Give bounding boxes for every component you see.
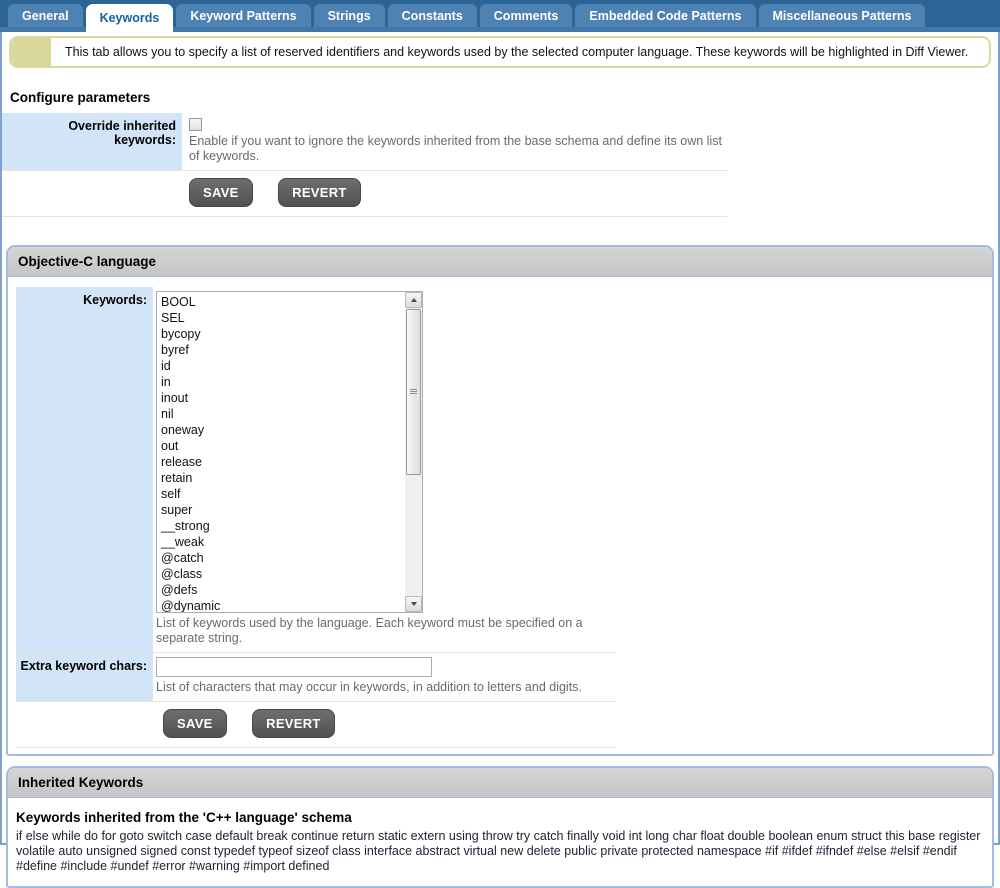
revert-button-configure[interactable]: REVERT <box>278 178 361 207</box>
keyword-item[interactable]: __weak <box>161 535 205 550</box>
scroll-up-button[interactable] <box>405 292 422 308</box>
override-inherited-help: Enable if you want to ignore the keywords inherited from the base schema and define its own list of keywords. <box>189 134 722 164</box>
tab-keyword-patterns[interactable]: Keyword Patterns <box>176 4 310 27</box>
inherited-keywords-title: Inherited Keywords <box>8 768 992 798</box>
save-button-configure[interactable]: SAVE <box>189 178 253 207</box>
keyword-item[interactable]: id <box>161 359 171 374</box>
keyword-item[interactable]: @dynamic <box>161 599 221 613</box>
revert-button-language[interactable]: REVERT <box>252 709 335 738</box>
keywords-help: List of keywords used by the language. Each keyword must be specified on a separate string. <box>156 616 583 646</box>
language-section-title: Objective-C language <box>8 247 992 277</box>
keyword-item[interactable]: SEL <box>161 311 185 326</box>
keywords-field <box>153 287 616 652</box>
inherited-keywords-body <box>8 798 992 886</box>
keyword-item[interactable]: super <box>161 503 193 518</box>
keyword-item[interactable]: oneway <box>161 423 205 438</box>
tab-keywords[interactable]: Keywords <box>86 4 174 32</box>
scrollbar-grip-icon <box>410 389 417 395</box>
configure-buttons-field <box>182 171 383 216</box>
override-inherited-label: Override inherited keywords: <box>2 113 182 170</box>
save-button-language[interactable]: SAVE <box>163 709 227 738</box>
tab-bar <box>0 0 1000 27</box>
scrollbar-track[interactable] <box>405 308 422 596</box>
language-buttons-row <box>16 702 616 748</box>
tab-embedded-code-patterns[interactable]: Embedded Code Patterns <box>575 4 755 27</box>
keyword-item[interactable]: @defs <box>161 583 198 598</box>
spacer-cell <box>16 702 153 747</box>
inherited-keywords-section <box>6 766 994 888</box>
inherited-keywords-subtitle: Keywords inherited from the 'C++ language' schema <box>16 810 352 826</box>
arrow-up-icon <box>411 298 417 302</box>
keyword-item[interactable]: @class <box>161 567 203 582</box>
keyword-item[interactable]: retain <box>161 471 193 486</box>
info-banner <box>9 36 991 68</box>
keywords-row <box>16 287 616 653</box>
keyword-item[interactable]: nil <box>161 407 174 422</box>
info-banner-text: This tab allows you to specify a list of reserved identifiers and keywords used by the selected computer language. These keywords will be highlighted in Diff Viewer. <box>65 45 969 59</box>
tab-strings[interactable]: Strings <box>314 4 385 27</box>
keyword-item[interactable]: bycopy <box>161 327 201 342</box>
extra-keyword-chars-input[interactable] <box>156 657 432 677</box>
override-inherited-row <box>2 113 727 171</box>
tab-constants[interactable]: Constants <box>388 4 477 27</box>
keyword-item[interactable]: BOOL <box>161 295 196 310</box>
extra-keyword-chars-label: Extra keyword chars: <box>16 653 153 701</box>
language-buttons-field <box>153 702 357 747</box>
tab-comments[interactable]: Comments <box>480 4 573 27</box>
language-form <box>16 287 616 748</box>
keywords-listbox[interactable] <box>156 291 423 613</box>
keyword-item[interactable]: inout <box>161 391 189 406</box>
keyword-item[interactable]: release <box>161 455 202 470</box>
keywords-scrollbar[interactable] <box>405 292 422 612</box>
arrow-down-icon <box>411 602 417 606</box>
configure-parameters-heading: Configure parameters <box>10 90 151 105</box>
spacer-cell <box>2 171 182 216</box>
override-inherited-field <box>182 113 727 170</box>
keyword-item[interactable]: self <box>161 487 181 502</box>
override-inherited-checkbox[interactable] <box>189 118 202 131</box>
extra-keyword-chars-field <box>153 653 582 701</box>
tab-general[interactable]: General <box>8 4 83 27</box>
configure-buttons-row <box>2 171 727 217</box>
tab-miscellaneous-patterns[interactable]: Miscellaneous Patterns <box>759 4 926 27</box>
keyword-item[interactable]: out <box>161 439 179 454</box>
language-section <box>6 245 994 756</box>
keyword-item[interactable]: @catch <box>161 551 204 566</box>
info-banner-accent <box>11 38 51 66</box>
scrollbar-thumb[interactable] <box>406 309 421 475</box>
keyword-item[interactable]: byref <box>161 343 189 358</box>
keywords-label: Keywords: <box>16 287 153 652</box>
extra-keyword-chars-row <box>16 653 616 702</box>
keyword-item[interactable]: in <box>161 375 171 390</box>
keywords-listbox-items <box>157 292 405 612</box>
extra-keyword-chars-help: List of characters that may occur in keywords, in addition to letters and digits. <box>156 680 582 695</box>
keyword-item[interactable]: __strong <box>161 519 210 534</box>
inherited-keywords-text: if else while do for goto switch case default break continue return static extern using throw try catch finally void int long char float double boolean enum struct this base register volatile auto unsigned signed const typedef typeof sizeof class interface abstract virtual new delete public private protected namespace #if #ifdef #ifndef #else #elsif #endif #define #include #undef #error #warning #import defined <box>16 829 981 874</box>
language-section-body <box>8 277 992 754</box>
configure-parameters-form <box>2 113 727 217</box>
scroll-down-button[interactable] <box>405 596 422 612</box>
